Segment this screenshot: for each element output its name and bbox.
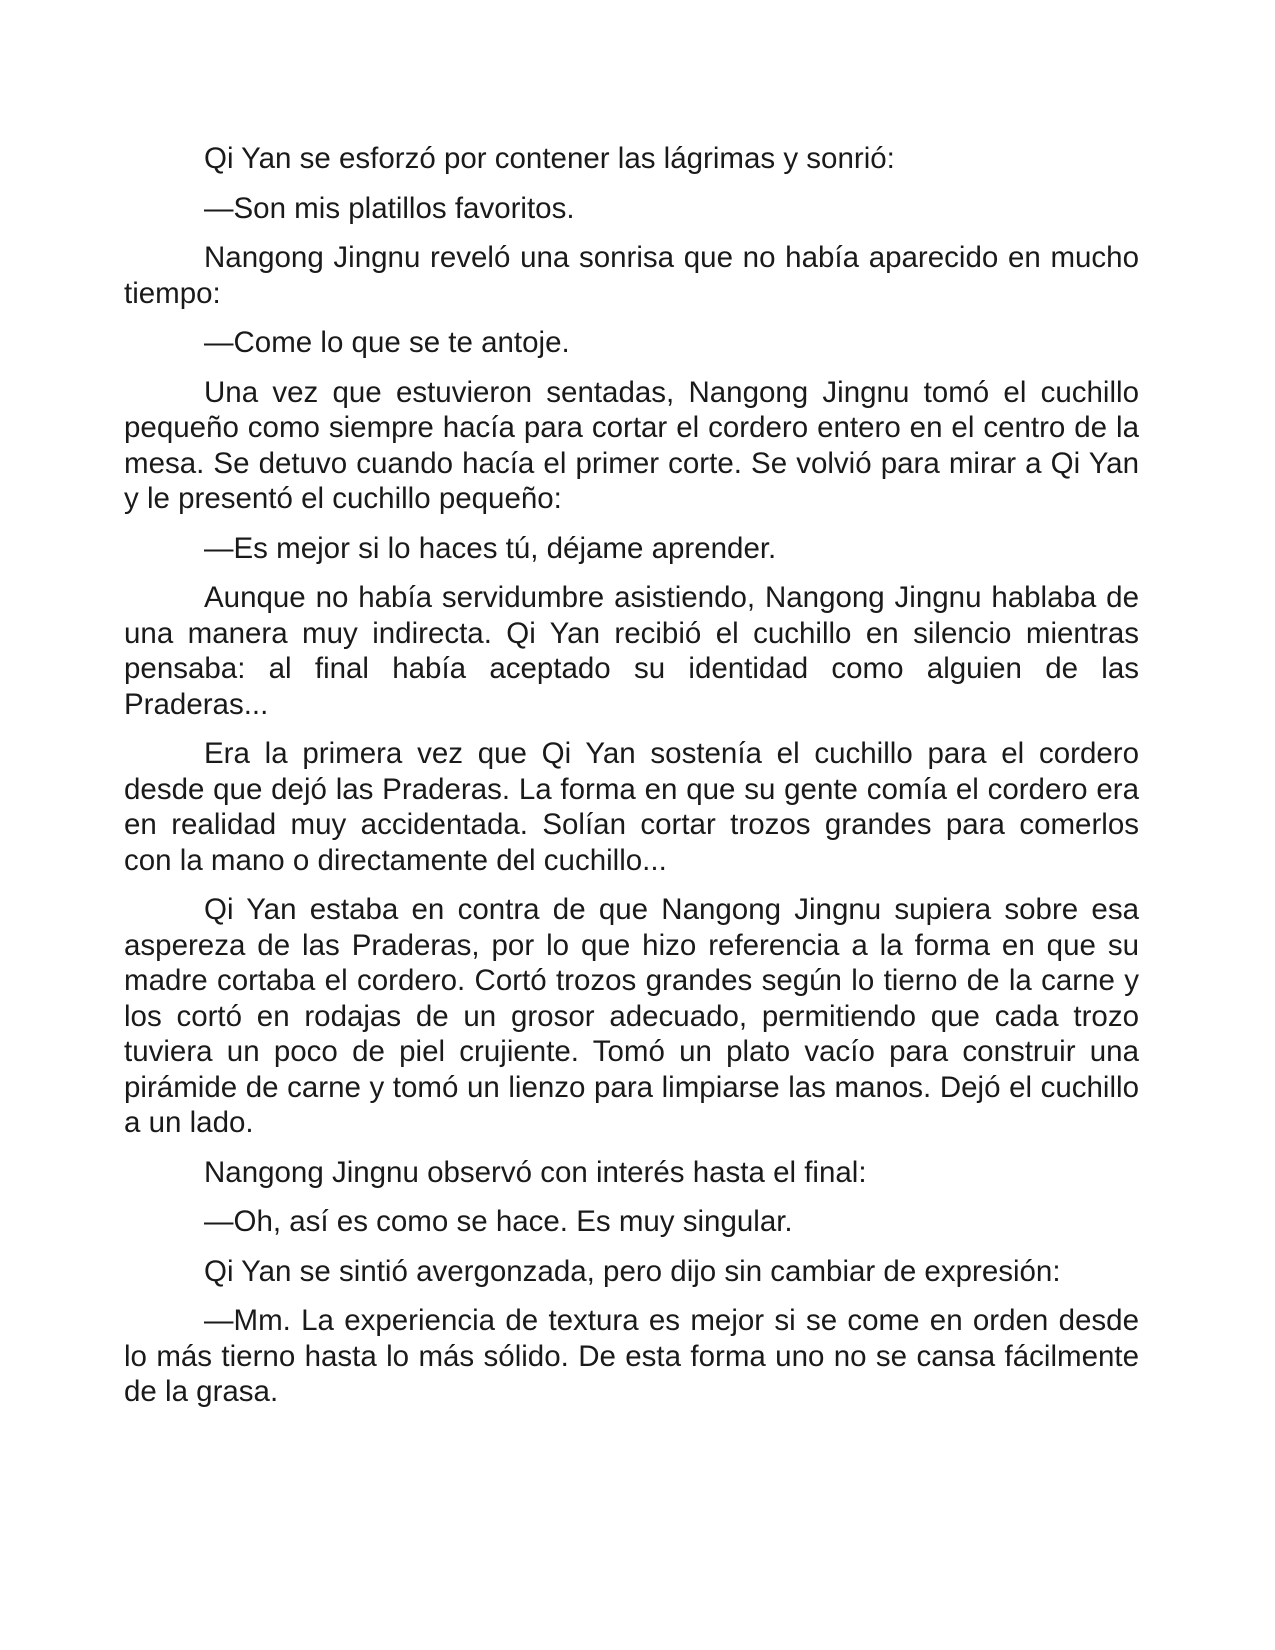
- paragraph: Qi Yan se esforzó por contener las lágrimas y sonrió:: [204, 142, 895, 175]
- paragraph: Nangong Jingnu observó con interés hasta el final:: [204, 1155, 867, 1189]
- paragraph: Aunque no había servidumbre asistiendo, Nangong Jingnu hablaba de una manera muy indirecta. Qi Yan recibió el cuchillo en silencio mientras pensaba: al final había aceptado su identidad como alguien de las Praderas...: [124, 581, 1139, 721]
- dialogue-line: —Es mejor si lo haces tú, déjame aprender.: [204, 531, 777, 565]
- paragraph: Qi Yan estaba en contra de que Nangong Jingnu supiera sobre esa aspereza de las Praderas, por lo que hizo referencia a la forma en que su madre cortaba el cordero. Cortó trozos grandes según lo tierno de la carne y los cortó en rodajas de un grosor adecuado, permitiendo que cada trozo tuviera un poco de piel crujiente. Tomó un plato vacío para construir una pirámide de carne y tomó un lienzo para limpiarse las manos. Dejó el cuchillo a un lado.: [124, 893, 1139, 1139]
- paragraph: Nangong Jingnu reveló una sonrisa que no había aparecido en mucho tiempo:: [124, 241, 1139, 310]
- dialogue-line: —Son mis platillos favoritos.: [204, 191, 575, 225]
- dialogue-line: —Come lo que se te antoje.: [204, 326, 570, 359]
- paragraph: Qi Yan se sintió avergonzada, pero dijo sin cambiar de expresión:: [204, 1254, 1061, 1288]
- paragraph: Una vez que estuvieron sentadas, Nangong Jingnu tomó el cuchillo pequeño como siempre hacía para cortar el cordero entero en el centro de la mesa. Se detuvo cuando hacía el primer corte. Se volvió para mirar a Qi Yan y le presentó el cuchillo pequeño:: [124, 375, 1139, 515]
- paragraph: Era la primera vez que Qi Yan sostenía el cuchillo para el cordero desde que dejó las Praderas. La forma en que su gente comía el cordero era en realidad muy accidentada. Solían cortar trozos grandes para comerlos con la mano o directamente del cuchillo...: [124, 737, 1139, 877]
- document-page: [124, 141, 1139, 1424]
- dialogue-line: —Oh, así es como se hace. Es muy singular.: [204, 1205, 793, 1238]
- dialogue-line: —Mm. La experiencia de textura es mejor si se come en orden desde lo más tierno hasta lo más sólido. De esta forma uno no se cansa fácilmente de la grasa.: [124, 1304, 1139, 1408]
